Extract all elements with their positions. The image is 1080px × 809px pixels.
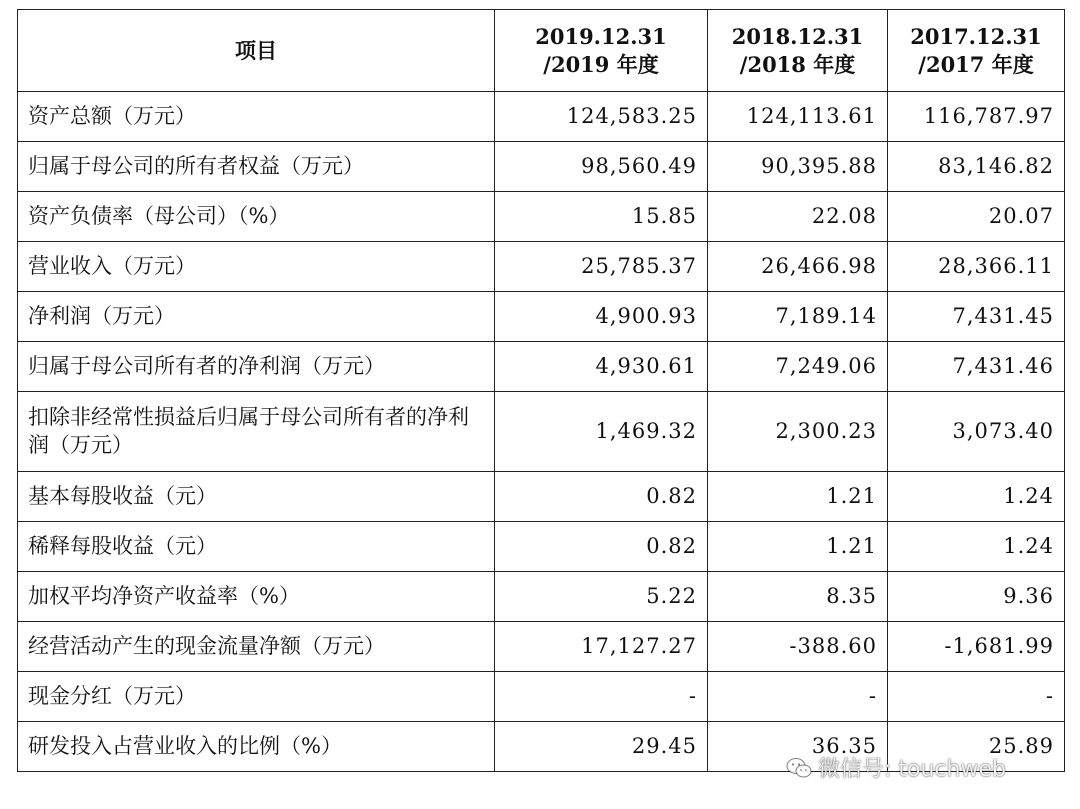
- cell-2018: -388.60: [708, 622, 888, 672]
- cell-2019: 29.45: [495, 722, 708, 772]
- header-2019: 2019.12.31 /2019 年度: [495, 10, 708, 92]
- header-2017: 2017.12.31 /2017 年度: [888, 10, 1065, 92]
- row-label: 归属于母公司所有者的净利润（万元）: [18, 342, 495, 392]
- cell-2018: 26,466.98: [708, 242, 888, 292]
- cell-2017: 116,787.97: [888, 92, 1065, 142]
- cell-2018: 7,189.14: [708, 292, 888, 342]
- watermark-text: 微信号: touchweb: [818, 757, 1006, 782]
- cell-2018: -: [708, 672, 888, 722]
- row-label: 经营活动产生的现金流量净额（万元）: [18, 622, 495, 672]
- header-2018: 2018.12.31 /2018 年度: [708, 10, 888, 92]
- cell-2018: 124,113.61: [708, 92, 888, 142]
- table-row: [18, 242, 1065, 292]
- row-label: 现金分红（万元）: [18, 672, 495, 722]
- cell-2017: 20.07: [888, 192, 1065, 242]
- table-row: [18, 472, 1065, 522]
- table-row: [18, 572, 1065, 622]
- cell-2018: 36.35: [708, 722, 888, 772]
- cell-2018: 90,395.88: [708, 142, 888, 192]
- row-label: 归属于母公司的所有者权益（万元）: [18, 142, 495, 192]
- cell-2018: 7,249.06: [708, 342, 888, 392]
- table-row: [18, 522, 1065, 572]
- table-row: [18, 192, 1065, 242]
- table-row: [18, 392, 1065, 472]
- cell-2019: 15.85: [495, 192, 708, 242]
- cell-2018: 2,300.23: [708, 392, 888, 472]
- cell-2018: 22.08: [708, 192, 888, 242]
- cell-2019: 25,785.37: [495, 242, 708, 292]
- watermark: [786, 752, 1006, 783]
- cell-2018: 1.21: [708, 522, 888, 572]
- row-label: 净利润（万元）: [18, 292, 495, 342]
- financial-table: [17, 9, 1065, 772]
- cell-2019: 0.82: [495, 522, 708, 572]
- table-row: [18, 622, 1065, 672]
- row-label: 资产负债率（母公司）（%）: [18, 192, 495, 242]
- cell-2017: -1,681.99: [888, 622, 1065, 672]
- cell-2017: 1.24: [888, 522, 1065, 572]
- cell-2019: 98,560.49: [495, 142, 708, 192]
- table-row: [18, 292, 1065, 342]
- cell-2019: -: [495, 672, 708, 722]
- cell-2017: 7,431.45: [888, 292, 1065, 342]
- cell-2019: 4,900.93: [495, 292, 708, 342]
- cell-2018: 8.35: [708, 572, 888, 622]
- table-row: [18, 92, 1065, 142]
- header-item: 项目: [18, 10, 495, 92]
- row-label: 扣除非经常性损益后归属于母公司所有者的净利润（万元）: [18, 392, 495, 472]
- cell-2019: 17,127.27: [495, 622, 708, 672]
- row-label: 营业收入（万元）: [18, 242, 495, 292]
- cell-2019: 5.22: [495, 572, 708, 622]
- cell-2017: -: [888, 672, 1065, 722]
- wechat-icon: [786, 757, 812, 779]
- cell-2019: 124,583.25: [495, 92, 708, 142]
- table-row: [18, 342, 1065, 392]
- table-row: [18, 142, 1065, 192]
- row-label: 研发投入占营业收入的比例（%）: [18, 722, 495, 772]
- cell-2017: 25.89: [888, 722, 1065, 772]
- cell-2017: 9.36: [888, 572, 1065, 622]
- cell-2017: 7,431.46: [888, 342, 1065, 392]
- cell-2019: 4,930.61: [495, 342, 708, 392]
- row-label: 资产总额（万元）: [18, 92, 495, 142]
- table-row: [18, 672, 1065, 722]
- cell-2017: 83,146.82: [888, 142, 1065, 192]
- cell-2019: 0.82: [495, 472, 708, 522]
- cell-2017: 1.24: [888, 472, 1065, 522]
- cell-2019: 1,469.32: [495, 392, 708, 472]
- row-label: 稀释每股收益（元）: [18, 522, 495, 572]
- cell-2018: 1.21: [708, 472, 888, 522]
- cell-2017: 3,073.40: [888, 392, 1065, 472]
- row-label: 基本每股收益（元）: [18, 472, 495, 522]
- header-row: [18, 10, 1065, 92]
- row-label: 加权平均净资产收益率（%）: [18, 572, 495, 622]
- cell-2017: 28,366.11: [888, 242, 1065, 292]
